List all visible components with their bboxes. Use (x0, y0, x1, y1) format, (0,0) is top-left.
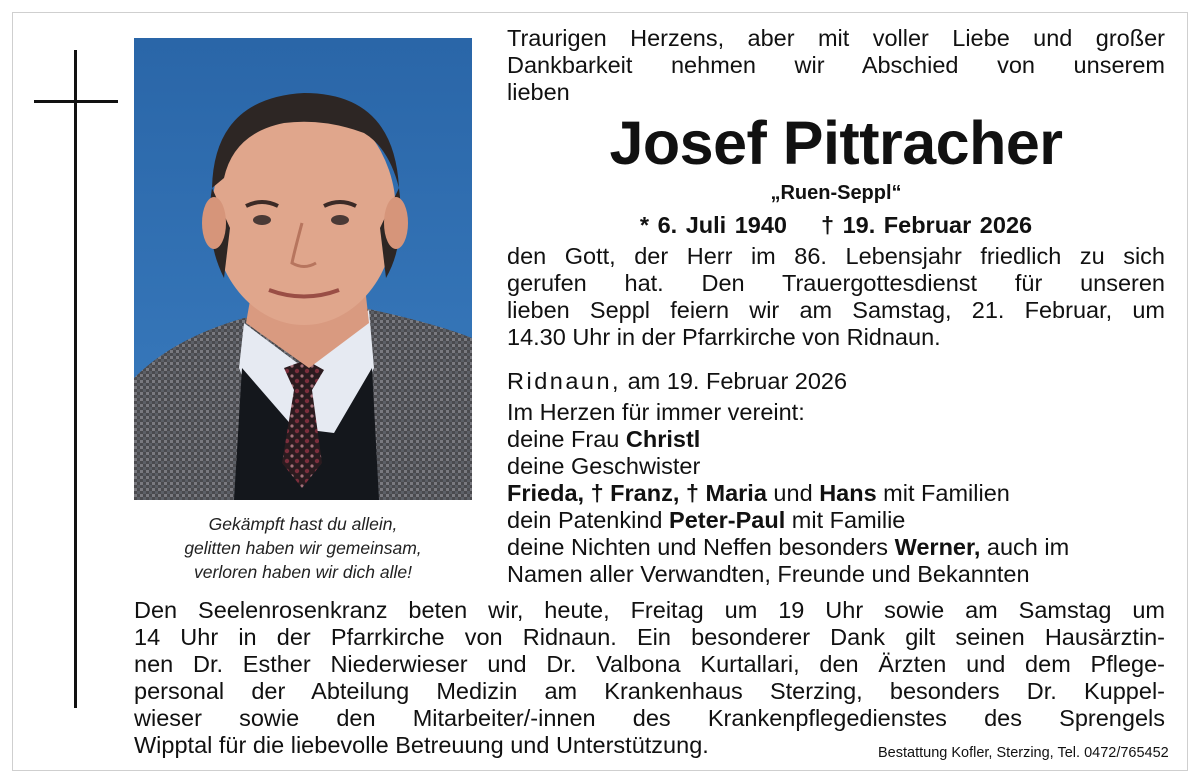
place: Ridnaun, (507, 368, 622, 394)
place-date (507, 368, 1165, 395)
family-godchild: dein Patenkind Peter-Paul mit Familie (507, 507, 906, 533)
thanks-line: Wipptal für die liebevolle Betreuung und Unterstützung. (134, 732, 709, 758)
family-wife: deine Frau Christl (507, 426, 701, 452)
service-line: lieben Seppl feiern wir am Samstag, 21. Februar, um (507, 297, 1165, 323)
life-dates (507, 212, 1165, 239)
family-siblings-label: deine Geschwister (507, 453, 701, 479)
cross-icon (74, 50, 77, 708)
death-date: † 19. Februar 2026 (820, 212, 1033, 238)
thanks-line: Den Seelenrosenkranz beten wir, heute, Freitag um 19 Uhr sowie am Samstag um (134, 597, 1165, 623)
intro-text (507, 25, 1165, 106)
thanks-text (134, 597, 1165, 759)
intro-line: Traurigen Herzens, aber mit voller Liebe und großer (507, 25, 1165, 51)
service-line: 14.30 Uhr in der Pfarrkirche von Ridnaun. (507, 324, 941, 350)
family-intro: Im Herzen für immer vereint: (507, 399, 805, 425)
deceased-name: Josef Pittracher (609, 109, 1063, 177)
cross-icon-bar (34, 100, 118, 103)
family-nephews: deine Nichten und Neffen besonders Werner, auch im (507, 534, 1070, 560)
intro-line: Dankbarkeit nehmen wir Abschied von unserem (507, 52, 1165, 78)
quote-line: gelitten haben wir gemeinsam, (184, 538, 422, 558)
family-list (507, 399, 1165, 588)
birth-date: * 6. Juli 1940 (639, 212, 787, 238)
service-text (507, 243, 1165, 351)
nickname: „Ruen-Seppl“ (770, 182, 902, 204)
quote-line: verloren haben wir dich alle! (194, 562, 412, 582)
quote-line: Gekämpft hast du allein, (208, 514, 398, 534)
thanks-line: nen Dr. Esther Niederwieser und Dr. Valbona Kurtallari, den Ärzten und dem Pflege- (134, 651, 1165, 677)
service-line: den Gott, der Herr im 86. Lebensjahr friedlich zu sich (507, 243, 1165, 269)
intro-line: lieben (507, 79, 570, 105)
thanks-line: wieser sowie den Mitarbeiter/-innen des Krankenpflegedienstes des Sprengels (134, 705, 1165, 731)
portrait-photo (134, 38, 472, 500)
service-line: gerufen hat. Den Trauergottesdienst für unseren (507, 270, 1165, 296)
family-siblings: Frieda, † Franz, † Maria und Hans mit Familien (507, 480, 1010, 506)
family-relatives: Namen aller Verwandten, Freunde und Bekannten (507, 561, 1030, 587)
date: am 19. Februar 2026 (627, 368, 848, 394)
funeral-home-signature: Bestattung Kofler, Sterzing, Tel. 0472/765452 (878, 745, 1169, 761)
thanks-line: 14 Uhr in der Pfarrkirche von Ridnaun. Ein besonderer Dank gilt seinen Hausärztin- (134, 624, 1165, 650)
quote (134, 512, 472, 584)
thanks-line: personal der Abteilung Medizin am Krankenhaus Sterzing, besonders Dr. Kuppel- (134, 678, 1165, 704)
